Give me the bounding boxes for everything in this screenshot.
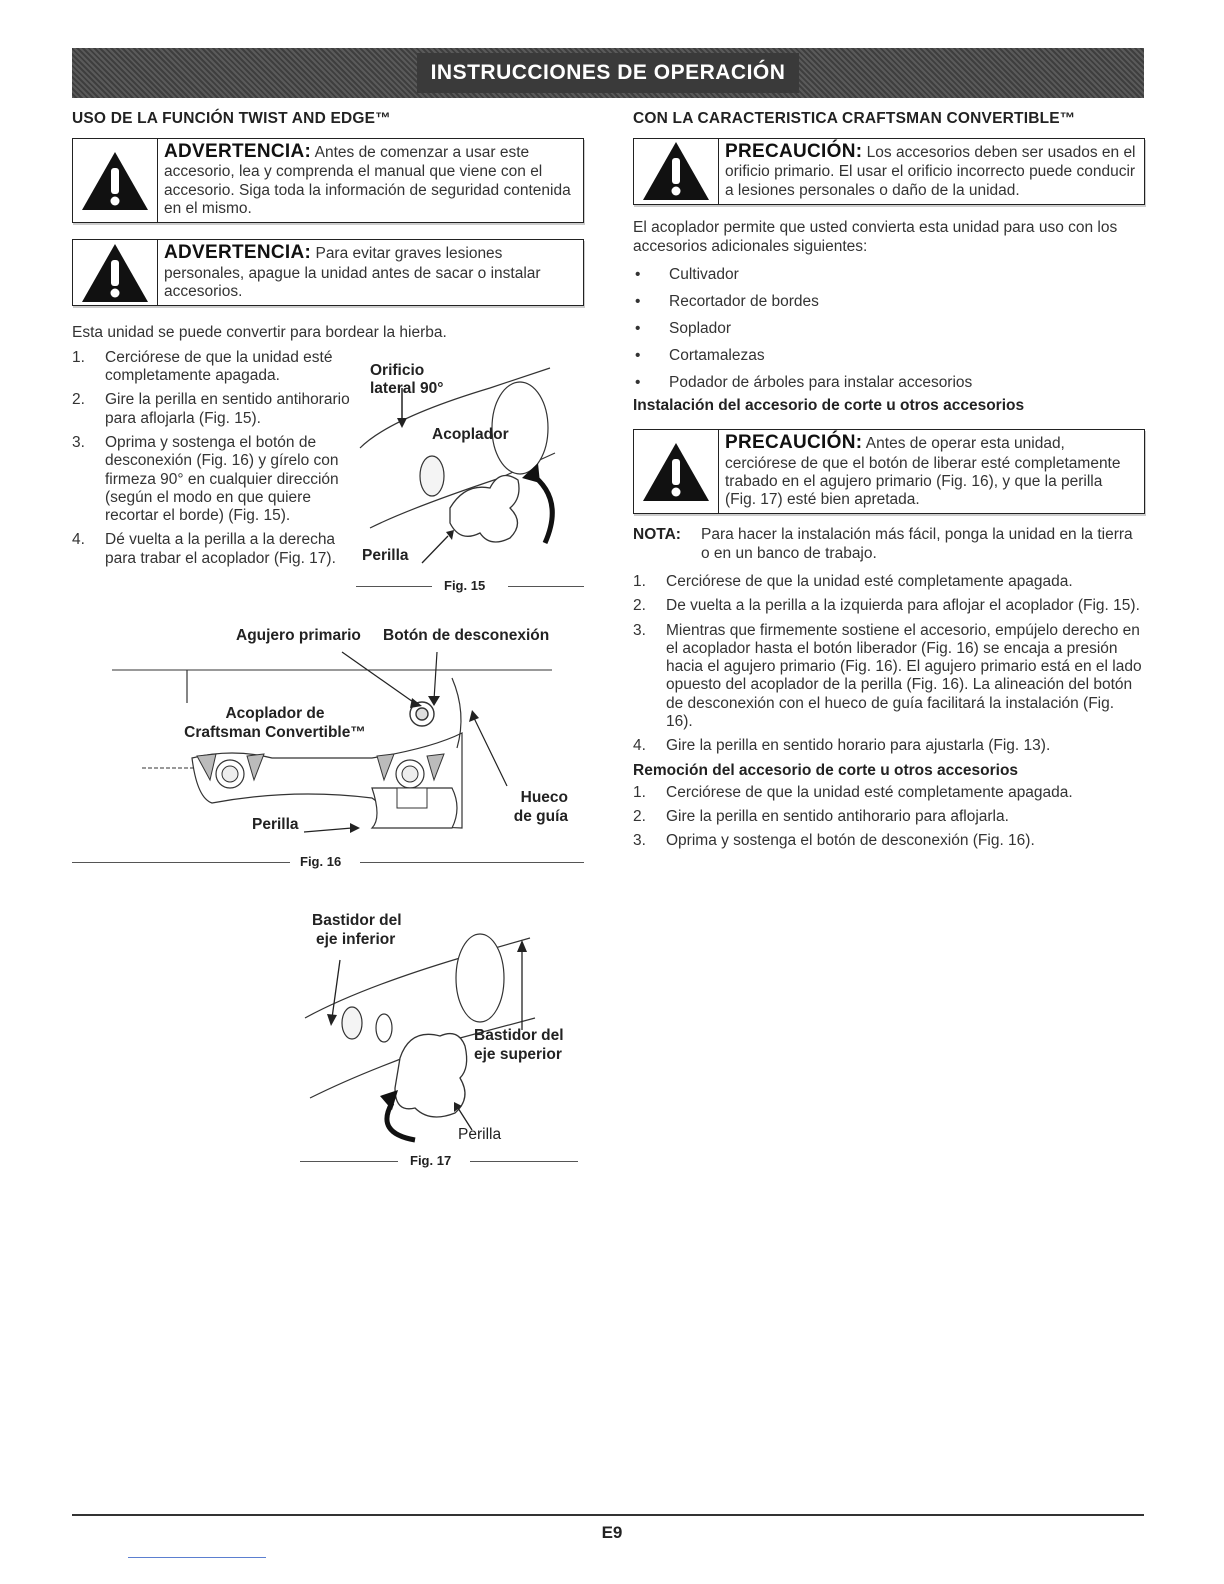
- note: [633, 526, 1145, 563]
- fig17-caption: Fig. 17: [410, 1153, 452, 1168]
- caution-label: PRECAUCIÓN:: [725, 432, 863, 454]
- fig15-perilla-label: Perilla: [362, 547, 409, 564]
- list-item: • Podador de árboles para instalar accesorios: [635, 374, 973, 392]
- list-item: • Cultivador: [635, 266, 739, 284]
- list-item: 4. Gire la perilla en sentido horario para ajustarla (Fig. 13).: [633, 737, 1051, 755]
- list-item: 3. Mientras que firmemente sostiene el accesorio, empújelo derecho en el acoplador hasta el botón liberador (Fig. 16) se encaja a presión hacia el agujero primario (Fig. 16). El agujero primario está en el lado opuesto del acoplador de la perilla (Fig. 16). La alineación del botón de desconexión con el hueco de guía facilitará la instalación (Fig. 16).: [633, 621, 1142, 730]
- removal-heading: Remoción del accesorio de corte u otros accesorios: [633, 761, 1019, 779]
- warning-triangle-icon: [641, 441, 711, 503]
- accessory-list: [633, 266, 1145, 392]
- list-item: 4. Dé vuelta a la perilla a la derecha para trabar el acoplador (Fig. 17).: [72, 531, 336, 567]
- list-item: • Soplador: [635, 320, 732, 338]
- page-number: E9: [601, 1523, 623, 1542]
- fig16-perilla-label: Perilla: [252, 816, 299, 833]
- section-banner: [72, 48, 1144, 98]
- list-item: 2. Gire la perilla en sentido antihorario para aflojarla (Fig. 15).: [72, 391, 350, 427]
- scan-line: [128, 1557, 266, 1558]
- right-intro: El acoplador permite que usted convierta esta unidad para uso con los accesorios adicionales siguientes:: [633, 218, 1118, 255]
- caution-text: Antes de operar esta unidad, cerciórese de que el botón de liberar esté completamente trabado en el agujero primario (Fig. 16), y que la perilla (Fig. 17) esté bien apretada.: [725, 435, 1121, 509]
- fig16-acoplador-label: Acoplador de Craftsman Convertible™: [184, 705, 366, 741]
- list-item: • Recortador de bordes: [635, 293, 819, 311]
- caution-text: Los accesorios deben ser usados en el orificio primario. El usar el orificio incorrecto puede conducir a lesiones personales o daño de la unidad.: [725, 144, 1136, 199]
- list-item: 2. Gire la perilla en sentido antihorario para aflojarla.: [633, 807, 1009, 825]
- fig16-caption: Fig. 16: [300, 854, 342, 869]
- warning-triangle-icon: [80, 242, 150, 304]
- caution-label: PRECAUCIÓN:: [725, 141, 863, 162]
- warning-triangle-icon: [641, 140, 711, 202]
- install-heading: Instalación del accesorio de corte u otros accesorios: [633, 397, 1025, 415]
- fig17-bastidor-inferior-label: Bastidor del eje inferior: [312, 912, 402, 948]
- fig16-hueco-label: Hueco de guía: [513, 789, 568, 825]
- section-title: INSTRUCCIONES DE OPERACIÓN: [417, 53, 800, 93]
- footer-rule: [72, 1514, 1144, 1516]
- caution-box-2: [633, 429, 1145, 514]
- list-item: • Cortamalezas: [635, 347, 765, 365]
- list-item: 3. Oprima y sostenga el botón de desconexión (Fig. 16) y gírelo con firmeza 90° en cualquier dirección (según el modo en que quiere recortar el borde) (Fig. 15).: [72, 433, 339, 525]
- right-column: [633, 110, 1145, 856]
- twist-edge-heading: USO DE LA FUNCIÓN TWIST AND EDGE™: [72, 110, 391, 127]
- fig15-orificio-label: Orificio lateral 90°: [370, 362, 444, 397]
- left-intro: Esta unidad se puede convertir para bordear la hierba.: [72, 324, 447, 342]
- list-item: 1. Cerciórese de que la unidad esté completamente apagada.: [633, 783, 1073, 801]
- install-steps: [633, 573, 1145, 756]
- warning-text: Para evitar graves lesiones personales, apague la unidad antes de sacar o instalar accesorios.: [164, 245, 541, 300]
- warning-text: Antes de comenzar a usar este accesorio, lea y comprenda el manual que viene con el accesorio. Siga toda la información de seguridad contenida en el mismo.: [164, 144, 571, 217]
- list-item: 2. De vuelta a la perilla a la izquierda para aflojar el acoplador (Fig. 15).: [633, 597, 1140, 615]
- list-item: 1. Cerciórese de que la unidad esté completamente apagada.: [72, 348, 333, 385]
- fig17-bastidor-superior-label: Bastidor del eje superior: [474, 1027, 564, 1063]
- fig15-caption: Fig. 15: [444, 578, 486, 593]
- fig15-acoplador-label: Acoplador: [432, 426, 509, 443]
- list-item: 3. Oprima y sostenga el botón de desconexión (Fig. 16).: [633, 832, 1035, 850]
- warning-box-1: [72, 138, 584, 223]
- fig16-agujero-label: Agujero primario: [236, 627, 361, 644]
- warning-label: ADVERTENCIA:: [164, 141, 312, 162]
- note-label: NOTA:: [633, 526, 681, 544]
- convertible-heading: CON LA CARACTERISTICA CRAFTSMAN CONVERTIBLE™: [633, 110, 1076, 127]
- warning-label: ADVERTENCIA:: [164, 242, 312, 264]
- note-text: Para hacer la instalación más fácil, ponga la unidad en la tierra o en un banco de trabajo.: [701, 526, 1133, 562]
- warning-triangle-icon: [80, 150, 150, 212]
- fig16-boton-label: Botón de desconexión: [383, 627, 550, 644]
- fig17-perilla-label: Perilla: [458, 1126, 502, 1143]
- warning-box-2: [72, 239, 584, 306]
- left-steps: [72, 349, 352, 568]
- removal-steps: [633, 784, 1145, 851]
- caution-box-1: [633, 138, 1145, 205]
- list-item: 1. Cerciórese de que la unidad esté completamente apagada.: [633, 572, 1073, 590]
